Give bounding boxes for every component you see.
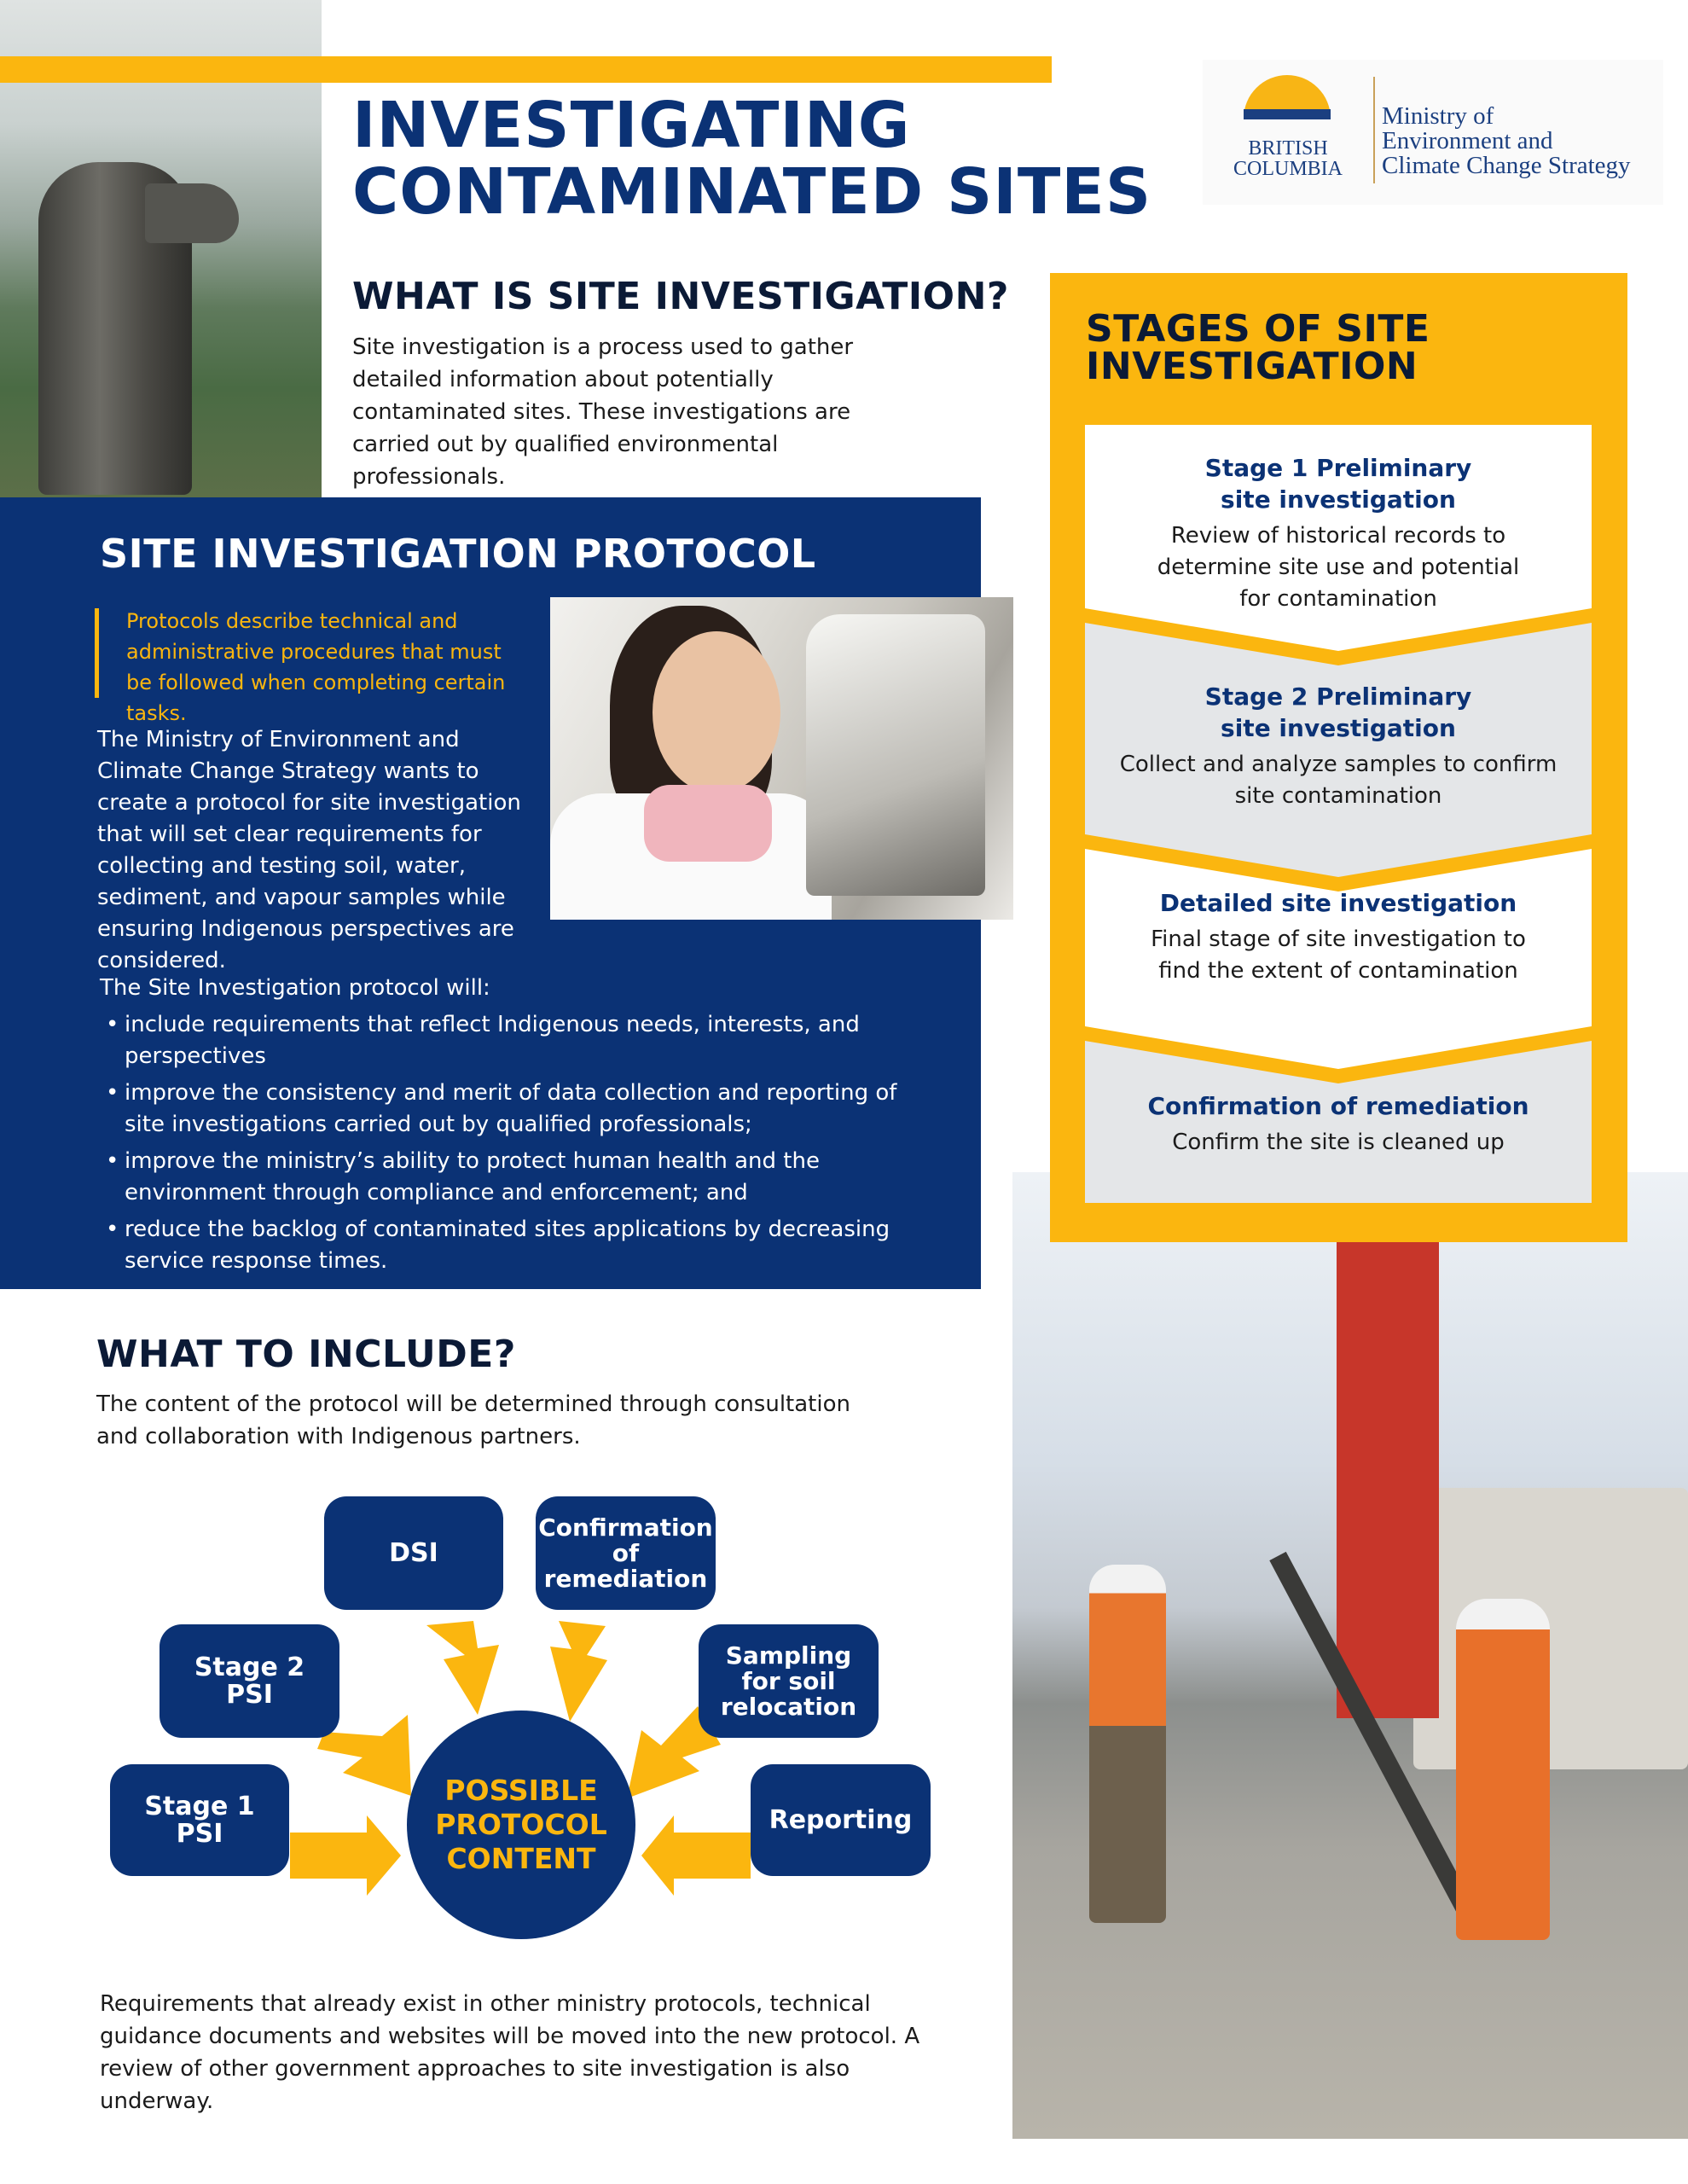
stage-description: Confirm the site is cleaned up xyxy=(1172,1130,1505,1155)
box-dsi: DSI xyxy=(324,1496,503,1610)
box-confirmation-of-remediation: Confirmation of remediation xyxy=(536,1496,716,1610)
diagram-hub: POSSIBLE PROTOCOL CONTENT xyxy=(407,1711,635,1939)
stage-1 xyxy=(1085,452,1592,615)
bullet-item: • improve the ministry’s ability to protect human health and the environment through compliance and enforcement; and xyxy=(104,1146,923,1209)
bc-government-logo xyxy=(1203,60,1663,205)
stage-description: Final stage of site investigation to find the extent of contamination xyxy=(1151,926,1526,984)
protocol-heading: SITE INVESTIGATION PROTOCOL xyxy=(100,531,816,577)
logo-province: BRITISH COLUMBIA xyxy=(1233,137,1343,180)
bullet-item: • improve the consistency and merit of data collection and reporting of site investigations carried out by qualified professionals; xyxy=(104,1077,923,1141)
top-accent-rule xyxy=(0,56,1052,83)
microscope-photo xyxy=(550,597,1013,920)
footer-text: Requirements that already exist in other ministry protocols, technical guidance documents and websites will be moved into the new protocol. A review of other government approaches to site investigation is also underway. xyxy=(100,1991,920,2114)
logo-divider xyxy=(1373,77,1375,183)
stage-2 xyxy=(1085,681,1592,812)
box-stage1-psi: Stage 1 PSI xyxy=(110,1764,289,1876)
stages-heading: STAGES OF SITE INVESTIGATION xyxy=(1086,307,1430,388)
protocol-lead: The Site Investigation protocol will: xyxy=(100,975,490,1001)
protocol-quote: Protocols describe technical and administrative procedures that must be followed when completing certain tasks. xyxy=(126,609,506,725)
pink-collar xyxy=(644,785,772,862)
arrow-reporting xyxy=(641,1815,751,1896)
what-is-heading: WHAT IS SITE INVESTIGATION? xyxy=(352,275,1009,318)
stage-title: Detailed site investigation xyxy=(1159,889,1517,917)
stage-description: Collect and analyze samples to confirm site contamination xyxy=(1119,752,1557,809)
stage-title: Stage 1 Preliminary site investigation xyxy=(1204,454,1472,514)
include-heading: WHAT TO INCLUDE? xyxy=(96,1333,516,1376)
worker-left xyxy=(1089,1565,1166,1923)
bullet-item: • reduce the backlog of contaminated sites applications by decreasing service response times. xyxy=(104,1214,923,1277)
stage-4 xyxy=(1085,1090,1592,1159)
stage-description: Review of historical records to determine site use and potential for contamination xyxy=(1157,523,1520,612)
scientist-face xyxy=(653,631,780,793)
worker-right xyxy=(1456,1599,1550,1940)
quote-bar xyxy=(95,608,99,698)
arrow-confirmation xyxy=(550,1621,607,1722)
totem-beak xyxy=(145,183,239,243)
stage-3 xyxy=(1085,887,1592,987)
include-text: The content of the protocol will be determined through consultation and collaboration with Indigenous partners. xyxy=(96,1391,850,1449)
stage-title: Stage 2 Preliminary site investigation xyxy=(1204,682,1472,742)
box-sampling-soil-relocation: Sampling for soil relocation xyxy=(699,1624,879,1738)
box-stage2-psi: Stage 2 PSI xyxy=(160,1624,339,1738)
protocol-paragraph: The Ministry of Environment and Climate Change Strategy wants to create a protocol for site investigation that will set clear requirements for collecting and testing soil, water, sediment, and vapour samples while ensuring Indigenous perspectives are considered. xyxy=(97,727,521,973)
page-title: INVESTIGATING CONTAMINATED SITES xyxy=(352,89,1152,229)
what-is-text: Site investigation is a process used to gather detailed information about potentially contaminated sites. These investigations are carried out by qualified environmental professionals. xyxy=(352,334,854,490)
logo-ministry: Ministry of Environment and Climate Change Strategy xyxy=(1382,102,1631,179)
protocol-bullet-list xyxy=(104,1009,923,1282)
drilling-site-photo xyxy=(1012,1172,1688,2139)
drill-truck xyxy=(1413,1488,1688,1769)
arrow-dsi xyxy=(426,1621,499,1715)
stage-title: Confirmation of remediation xyxy=(1147,1092,1529,1120)
bullet-item: • include requirements that reflect Indigenous needs, interests, and perspectives xyxy=(104,1009,923,1072)
arrow-stage1 xyxy=(290,1815,401,1896)
box-reporting: Reporting xyxy=(751,1764,931,1876)
microscope-icon xyxy=(806,614,985,896)
mountain-icon xyxy=(1244,109,1331,119)
drill-rig xyxy=(1337,1240,1439,1718)
